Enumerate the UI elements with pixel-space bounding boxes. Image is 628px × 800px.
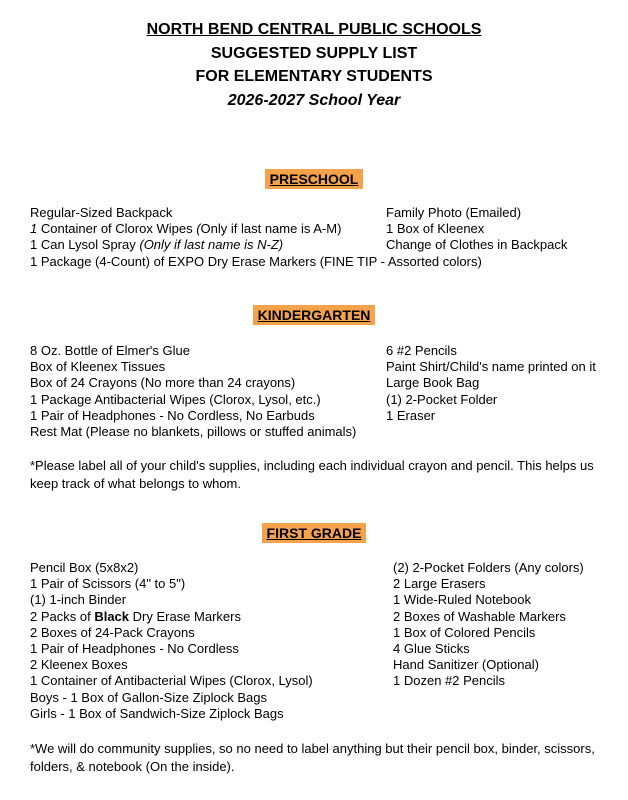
list-item: 1 Package (4-Count) of EXPO Dry Erase Markers (FINE TIP - Assorted colors) xyxy=(30,253,482,269)
list-item: Hand Sanitizer (Optional) xyxy=(393,657,539,673)
list-item: 1 Pair of Headphones - No Cordless xyxy=(30,640,239,656)
list-item: Girls - 1 Box of Sandwich-Size Ziplock Bags xyxy=(30,705,284,721)
list-item: Box of Kleenex Tissues xyxy=(30,359,166,375)
list-item: 6 #2 Pencils xyxy=(386,343,457,358)
list-item: Box of 24 Crayons (No more than 24 crayons) xyxy=(30,375,296,391)
list-item: (2) 2-Pocket Folders (Any colors) xyxy=(393,560,584,575)
list-item: 1 Box of Kleenex xyxy=(386,221,485,237)
list-item: 1 Box of Colored Pencils xyxy=(393,624,536,640)
list-item: Large Book Bag xyxy=(386,375,480,391)
list-item: Boys - 1 Box of Gallon-Size Ziplock Bags xyxy=(30,689,267,705)
list-item: 1 Eraser xyxy=(386,407,436,423)
list-item: Family Photo (Emailed) xyxy=(386,205,522,220)
list-item: 1 Wide-Ruled Notebook xyxy=(393,592,532,608)
list-item: Pencil Box (5x8x2) xyxy=(30,560,139,575)
list-item: 1 Container of Antibacterial Wipes (Clorox, Lysol) xyxy=(30,673,313,689)
list-item: 1 Container of Clorox Wipes (Only if last name is A-M) xyxy=(30,221,342,237)
school-year: 2026-2027 School Year xyxy=(227,92,401,109)
first-grade-left-list xyxy=(30,560,313,722)
list-item: 1 Package Antibacterial Wipes (Clorox, Lysol, etc.) xyxy=(30,391,321,407)
list-item: 1 Pair of Headphones - No Cordless, No Earbuds xyxy=(30,407,315,423)
list-item: 2 Packs of Black Dry Erase Markers xyxy=(30,608,241,624)
list-item: 2 Boxes of 24-Pack Crayons xyxy=(30,624,195,640)
list-item: Rest Mat (Please no blankets, pillows or stuffed animals) xyxy=(30,423,357,439)
school-name: NORTH BEND CENTRAL PUBLIC SCHOOLS xyxy=(146,21,482,38)
kindergarten-heading: KINDERGARTEN xyxy=(0,307,628,325)
first-grade-right-list xyxy=(393,560,584,690)
kindergarten-note: *Please label all of your child's supplies, including each individual crayon and pencil. This helps us keep track of what belongs to whom. xyxy=(30,458,594,491)
list-item: 2 Large Erasers xyxy=(393,576,486,592)
list-item: 2 Boxes of Washable Markers xyxy=(393,608,566,624)
list-item: Change of Clothes in Backpack xyxy=(386,237,568,253)
list-item: 1 Can Lysol Spray (Only if last name is N-Z) xyxy=(30,237,284,253)
list-item: (1) 2-Pocket Folder xyxy=(386,391,498,407)
kindergarten-right-list xyxy=(386,343,596,424)
kindergarten-left-list xyxy=(30,343,356,440)
preschool-heading: PRESCHOOL xyxy=(0,171,628,189)
list-item: 1 Pair of Scissors (4" to 5") xyxy=(30,576,186,592)
first-grade-note: *We will do community supplies, so no need to label anything but their pencil box, binder, scissors, folders, & notebook (On the inside). xyxy=(30,741,595,774)
list-title: SUGGESTED SUPPLY LIST xyxy=(210,45,418,62)
list-item: Regular-Sized Backpack xyxy=(30,205,173,220)
list-item: 8 Oz. Bottle of Elmer's Glue xyxy=(30,343,190,358)
preschool-right-list xyxy=(386,205,567,254)
list-audience: FOR ELEMENTARY STUDENTS xyxy=(195,68,433,85)
list-item: 4 Glue Sticks xyxy=(393,640,470,656)
list-item: 2 Kleenex Boxes xyxy=(30,657,128,673)
list-item: Paint Shirt/Child's name printed on it xyxy=(386,359,596,375)
list-item: 1 Dozen #2 Pencils xyxy=(393,673,506,689)
first-grade-heading: FIRST GRADE xyxy=(0,525,628,543)
list-item: (1) 1-inch Binder xyxy=(30,592,127,608)
